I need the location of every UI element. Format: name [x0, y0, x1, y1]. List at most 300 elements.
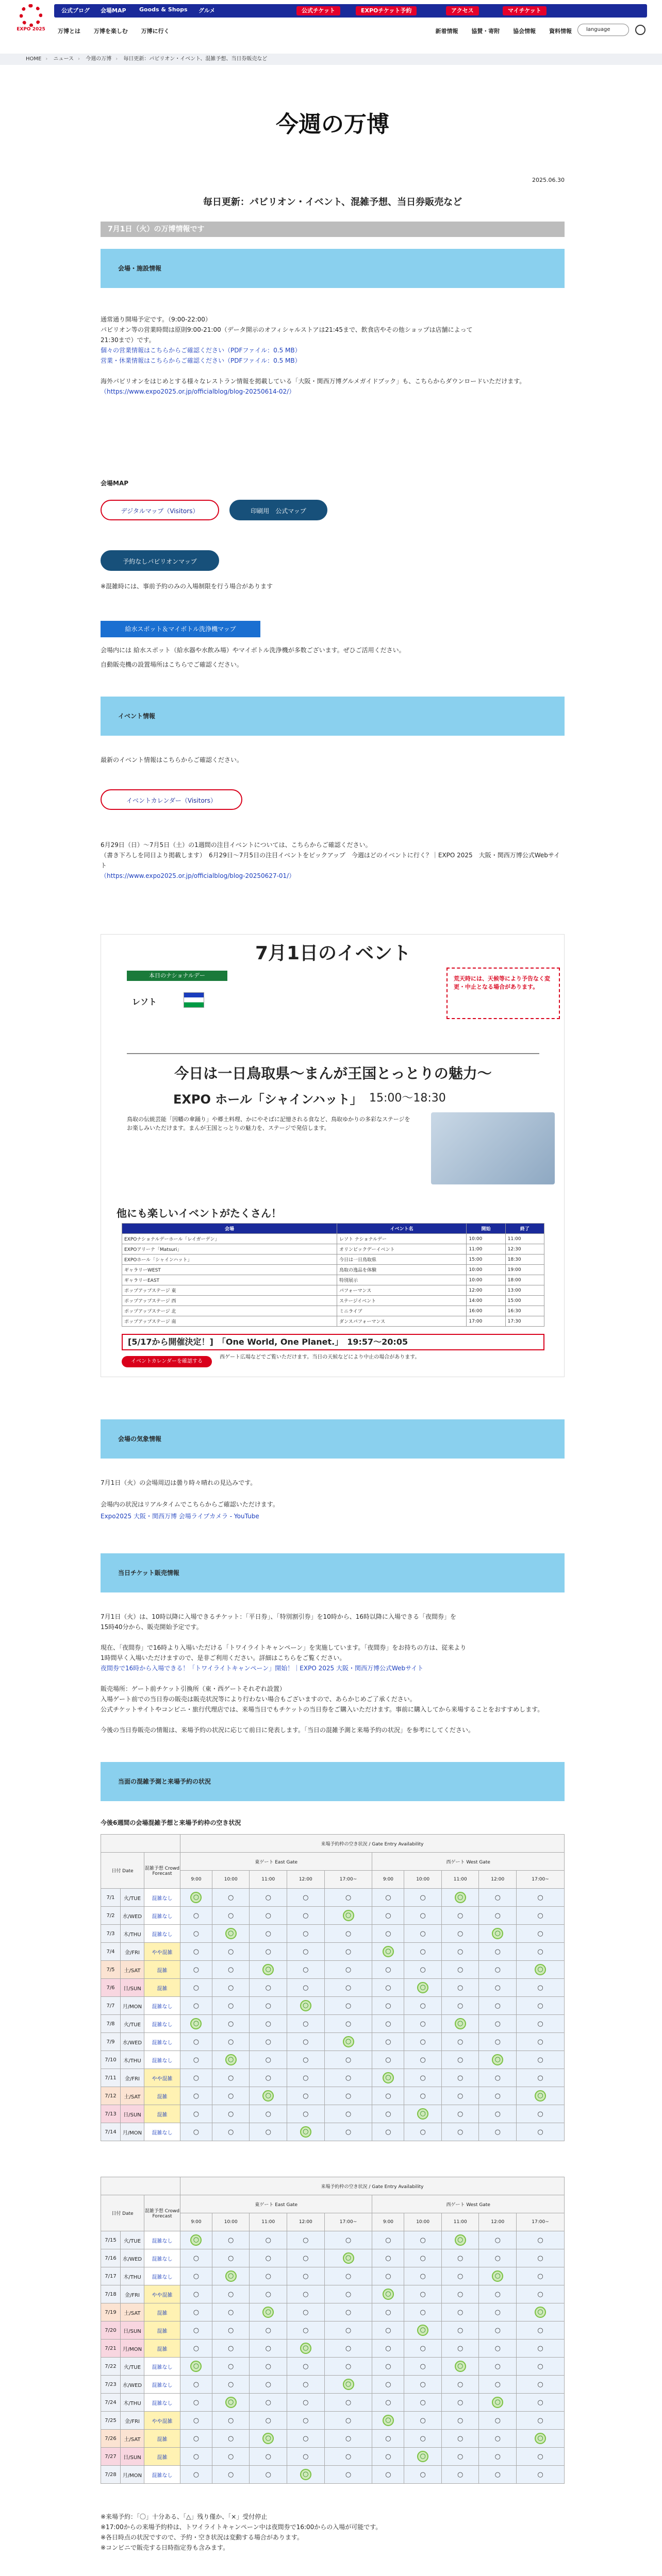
availability-mark-icon: ○	[345, 2020, 352, 2028]
availability-mark-icon: ○	[457, 2434, 464, 2443]
availability-mark-icon: ○	[303, 1965, 309, 1974]
available-circle-icon: ○	[383, 2415, 394, 2426]
availability-mark-icon: ○	[537, 2128, 543, 2136]
main-nav-right	[424, 27, 572, 35]
availability-mark-icon: ○	[265, 2452, 271, 2461]
forecast-row: 7/10 木/THU 混雑なし ○ ○ ○ ○ ○ ○ ○ ○ ○ ○	[101, 2051, 565, 2069]
west-gate-header: 西ゲート West Gate	[372, 1853, 565, 1871]
availability-mark-icon: ○	[228, 2020, 234, 2028]
availability-mark-icon: ○	[457, 2092, 464, 2100]
availability-mark-icon: ○	[303, 2398, 309, 2406]
top-link-gourmet[interactable]: グルメ	[198, 7, 216, 14]
availability-mark-icon: ○	[494, 2344, 501, 2352]
availability-mark-icon: ○	[537, 1929, 543, 1938]
availability-mark-icon: ○	[420, 2020, 426, 2028]
one-world-banner: [5/17から開催決定！] 「One World, One Planet.」 19:57〜20:05	[122, 1334, 544, 1350]
forecast-row: 7/27 日/SUN 混雑 ○ ○ ○ ○ ○ ○ ○ ○ ○ ○	[101, 2448, 565, 2466]
availability-mark-icon: ○	[385, 2002, 391, 2010]
availability-mark-icon: ○	[303, 2362, 309, 2370]
availability-mark-icon: ○	[385, 2326, 391, 2334]
availability-mark-icon: ○	[420, 2380, 426, 2388]
forecast-row: 7/14 月/MON 混雑なし ○ ○ ○ ○ ○ ○ ○ ○ ○ ○	[101, 2123, 565, 2141]
availability-mark-icon: ○	[385, 2128, 391, 2136]
weekly-events-link[interactable]: （https://www.expo2025.or.jp/officialblog/blog-20250627-01/）	[101, 872, 295, 879]
event-row: ギャラリーWEST 鳥取の逸品を体験 10:00 19:00	[122, 1265, 544, 1275]
available-circle-icon: ○	[535, 2090, 546, 2102]
east-gate-header: 東ゲート East Gate	[180, 1853, 372, 1871]
availability-mark-icon: ○	[303, 2326, 309, 2334]
availability-mark-icon: ○	[303, 2110, 309, 2118]
availability-mark-icon: ○	[537, 2110, 543, 2118]
forecast-row: 7/17 木/THU 混雑なし ○ ○ ○ ○ ○ ○ ○ ○ ○ ○	[101, 2267, 565, 2285]
national-day-box: 本日のナショナルデー レソト	[127, 971, 227, 1012]
print-map-button[interactable]: 印刷用 公式マップ	[229, 500, 327, 520]
availability-mark-icon: ○	[345, 1947, 352, 1956]
availability-mark-icon: ○	[457, 2308, 464, 2316]
slot-header: 10:00	[404, 1871, 442, 1889]
availability-mark-icon: ○	[385, 2398, 391, 2406]
availability-mark-icon: ○	[303, 2056, 309, 2064]
availability-mark-icon: ○	[265, 2344, 271, 2352]
available-circle-icon: ○	[535, 2307, 546, 2318]
date-banner: 7月1日（火）の万博情報です	[101, 222, 565, 237]
availability-mark-icon: ○	[345, 2452, 352, 2461]
availability-mark-icon: ○	[303, 2074, 309, 2082]
available-circle-icon: ○	[190, 1892, 202, 1903]
other-events-heading: 他にも楽しいイベントがたくさん！	[117, 1207, 282, 1219]
availability-mark-icon: ○	[537, 1893, 543, 1902]
availability-mark-icon: ○	[385, 2110, 391, 2118]
availability-mark-icon: ○	[228, 2434, 234, 2443]
availability-mark-icon: ○	[345, 2002, 352, 2010]
availability-mark-icon: ○	[494, 2092, 501, 2100]
slot-header: 9:00	[180, 2213, 212, 2231]
official-ticket-button[interactable]: 公式チケット	[296, 6, 340, 15]
availability-mark-icon: ○	[303, 2236, 309, 2244]
vending-note: 自動販売機の設置場所はこちらでご確認ください。	[101, 661, 243, 668]
availability-mark-icon: ○	[420, 2254, 426, 2262]
availability-mark-icon: ○	[345, 2398, 352, 2406]
availability-mark-icon: ○	[193, 1984, 200, 1992]
availability-mark-icon: ○	[385, 2020, 391, 2028]
availability-mark-icon: ○	[537, 2380, 543, 2388]
available-circle-icon: ○	[262, 2307, 274, 2318]
availability-mark-icon: ○	[345, 2326, 352, 2334]
availability-mark-icon: ○	[228, 2128, 234, 2136]
site-header	[0, 0, 662, 72]
reserve-ticket-button[interactable]: EXPOチケット予約	[356, 6, 417, 15]
forecast-corner	[101, 2177, 180, 2195]
available-circle-icon: ○	[535, 1964, 546, 1975]
availability-mark-icon: ○	[193, 1947, 200, 1956]
available-circle-icon: ○	[225, 2397, 237, 2408]
availability-mark-icon: ○	[537, 2452, 543, 2461]
availability-mark-icon: ○	[385, 1984, 391, 1992]
event-row: ポップアップステージ 西 ステージイベント 14:00 15:00	[122, 1296, 544, 1306]
no-reservation-map-button[interactable]: 予約なしパビリオンマップ	[101, 550, 219, 571]
event-row: EXPOアリーナ「Matsuri」 オリンピックデーイベント 11:00 12:30	[122, 1244, 544, 1255]
availability-mark-icon: ○	[265, 2362, 271, 2370]
events-intro: 最新のイベント情報はこちらからご確認ください。	[101, 756, 243, 764]
breadcrumb-news[interactable]: ニュース	[53, 56, 74, 62]
nav-enjoy[interactable]: 万博を楽しむ	[93, 28, 128, 35]
availability-mark-icon: ○	[193, 2290, 200, 2298]
forecast-heading: 今後6週間の会場混雑予想と来場予約枠の空き状況	[101, 1819, 241, 1826]
availability-mark-icon: ○	[228, 2002, 234, 2010]
nav-news[interactable]: 新着情報	[435, 28, 458, 35]
availability-mark-icon: ○	[420, 2002, 426, 2010]
availability-mark-icon: ○	[494, 2038, 501, 2046]
slot-header: 17:00~	[517, 1871, 565, 1889]
section-tickets: 当日チケット販売情報	[101, 1553, 565, 1592]
availability-mark-icon: ○	[265, 1947, 271, 1956]
business-info-link[interactable]: 個々の営業情報はこちらからご確認ください（PDFファイル：0.5 MB）	[101, 347, 301, 354]
availability-mark-icon: ○	[303, 2452, 309, 2461]
availability-mark-icon: ○	[345, 2308, 352, 2316]
forecast-row: 7/25 金/FRI やや混雑 ○ ○ ○ ○ ○ ○ ○ ○ ○ ○	[101, 2412, 565, 2430]
availability-mark-icon: ○	[457, 2272, 464, 2280]
availability-mark-icon: ○	[228, 2110, 234, 2118]
forecast-row: 7/28 月/MON 混雑なし ○ ○ ○ ○ ○ ○ ○ ○ ○ ○	[101, 2466, 565, 2484]
top-link-blog[interactable]: 公式ブログ	[61, 7, 90, 14]
availability-mark-icon: ○	[345, 2470, 352, 2479]
availability-mark-icon: ○	[265, 2380, 271, 2388]
availability-mark-icon: ○	[193, 2002, 200, 2010]
availability-mark-icon: ○	[265, 2038, 271, 2046]
available-circle-icon: ○	[300, 2343, 311, 2354]
availability-mark-icon: ○	[385, 2470, 391, 2479]
status-header: 混雑予想 Crowd Forecast	[144, 1853, 180, 1889]
availability-mark-icon: ○	[345, 2056, 352, 2064]
map-heading: 会場MAP	[101, 480, 129, 487]
availability-mark-icon: ○	[265, 2056, 271, 2064]
availability-mark-icon: ○	[385, 1911, 391, 1920]
page-title: 今週の万博	[276, 111, 389, 138]
weather-warning: 荒天時には、天候等により予告なく変更・中止となる場合があります。	[446, 968, 560, 1019]
event-infographic	[101, 934, 565, 1377]
available-circle-icon: ○	[383, 2289, 394, 2300]
availability-mark-icon: ○	[457, 1984, 464, 1992]
availability-mark-icon: ○	[537, 2272, 543, 2280]
language-select[interactable]: language	[577, 24, 629, 36]
top-bar	[54, 4, 647, 18]
availability-mark-icon: ○	[457, 2398, 464, 2406]
twilight-campaign-link[interactable]: 夜間券で16時から入場できる！「トワイライトキャンペーン」開始！｜EXPO 2025 大阪・関西万博公式Webサイト	[101, 1665, 424, 1672]
event-headline: 今日は一日鳥取県〜まんが王国とっとりの魅力〜	[174, 1065, 492, 1082]
slot-header: 9:00	[372, 2213, 404, 2231]
forecast-row: 7/8 火/TUE 混雑なし ○ ○ ○ ○ ○ ○ ○ ○ ○ ○	[101, 2015, 565, 2033]
slot-header: 10:00	[404, 2213, 442, 2231]
availability-mark-icon: ○	[193, 2074, 200, 2082]
nav-association[interactable]: 協会情報	[513, 28, 536, 35]
forecast-row: 7/26 土/SAT 混雑 ○ ○ ○ ○ ○ ○ ○ ○ ○ ○	[101, 2430, 565, 2448]
availability-mark-icon: ○	[537, 2020, 543, 2028]
availability-mark-icon: ○	[420, 2056, 426, 2064]
access-button[interactable]: アクセス	[446, 6, 479, 15]
availability-mark-icon: ○	[228, 2254, 234, 2262]
available-circle-icon: ○	[300, 2469, 311, 2480]
available-circle-icon: ○	[455, 2234, 466, 2246]
available-circle-icon: ○	[455, 2018, 466, 2029]
availability-mark-icon: ○	[385, 2362, 391, 2370]
availability-mark-icon: ○	[457, 2110, 464, 2118]
weekly-events-text: 6月29日（日）〜7月5日（土）の1週間の注目イベントについては、こちらからご確認ください。 （書き下ろしを同日より掲載します） 6月29日〜7月5日の注目イベントをピックアップ 今週はどのイベントに行く？｜EXPO 2025 大阪・関西万博公式Webサイト （https://www.expo2025.or.jp/officialblog/blog-20250627-01/）	[101, 841, 560, 879]
forecast-main-header: 来場予約枠の空き状況 / Gate Entry Availability	[180, 1835, 565, 1853]
availability-mark-icon: ○	[228, 1947, 234, 1956]
slot-header: 17:00~	[324, 2213, 372, 2231]
availability-mark-icon: ○	[303, 2038, 309, 2046]
availability-mark-icon: ○	[345, 2290, 352, 2298]
availability-mark-icon: ○	[228, 1965, 234, 1974]
availability-mark-icon: ○	[537, 2416, 543, 2425]
slot-header: 9:00	[180, 1871, 212, 1889]
availability-mark-icon: ○	[265, 2020, 271, 2028]
available-circle-icon: ○	[225, 1928, 237, 1939]
availability-mark-icon: ○	[537, 2398, 543, 2406]
availability-mark-icon: ○	[420, 2416, 426, 2425]
live-camera-intro: 会場内の状況はリアルタイムでこちらからご確認いただけます。	[101, 1501, 279, 1508]
availability-mark-icon: ○	[457, 1965, 464, 1974]
forecast-row: 7/3 木/THU 混雑なし ○ ○ ○ ○ ○ ○ ○ ○ ○ ○	[101, 1925, 565, 1943]
available-circle-icon: ○	[343, 2252, 354, 2264]
availability-mark-icon: ○	[494, 2326, 501, 2334]
availability-mark-icon: ○	[494, 1984, 501, 1992]
availability-mark-icon: ○	[420, 2290, 426, 2298]
event-footer-note: 西ゲート広場などでご覧いただけます。当日の天候などにより中止の場合があります。	[220, 1354, 420, 1360]
availability-mark-icon: ○	[228, 2290, 234, 2298]
gourmet-guide-link[interactable]: （https://www.expo2025.or.jp/officialblog/blog-20250614-02/）	[101, 388, 295, 395]
availability-mark-icon: ○	[193, 2380, 200, 2388]
other-events-table: 会場 イベント名 開始 終了 EXPOナショナルデーホール「レイガーデン」 レソト ナショナルデー 10:00 11:00 EXPOアリーナ「Matsuri」 オリンピックデーイベント 11:00 12:30 EXPOホール「シャインハット」 今日は一日鳥取県 15:00 18:30 ギャラリーWEST 鳥取の逸品を体験 10:00 19:00 ギャラリーEAST 特別展示 10:00 18:00 ポップアップステージ 東 パフォーマンス 12:00 13:00 ポップアップステージ 西 ステージイベント 14:00 15:00 ポップアップステージ 北 ミニライブ 16:00 16:30 ポップアップステージ 南 ダンスパフォーマンス 17:00 17:30	[122, 1223, 544, 1327]
slot-header: 12:00	[479, 2213, 517, 2231]
availability-mark-icon: ○	[457, 1947, 464, 1956]
forecast-row: 7/13 日/SUN 混雑 ○ ○ ○ ○ ○ ○ ○ ○ ○ ○	[101, 2105, 565, 2123]
availability-mark-icon: ○	[385, 2254, 391, 2262]
availability-mark-icon: ○	[345, 2416, 352, 2425]
availability-mark-icon: ○	[420, 2398, 426, 2406]
slot-header: 11:00	[250, 1871, 287, 1889]
hours-text: 通常通り開場予定です。（9:00-22:00） パビリオン等の営業時間は原則9:00-21:00（データ開示のオフィシャルストアは21:45まで、飲食店やその他ショップは店舗によって 21:30まで）です。 個々の営業情報はこちらからご確認ください（PDFファイル：0.5 MB） 営業・休業情報はこちらからご確認ください（PDFファイル：0.5 MB） 海外パビリオンをはじめとする様々なレストラン情報を掲載している「大阪・関西万博グルメガイドブック」も、こちらからダウンロードいただけます。 （https://www.expo2025.or.jp/officialblog/blog-20250614-02/）	[101, 316, 526, 395]
availability-mark-icon: ○	[494, 2074, 501, 2082]
availability-mark-icon: ○	[303, 1911, 309, 1920]
breadcrumb-home[interactable]: HOME	[26, 56, 42, 62]
forecast-main-header: 来場予約枠の空き状況 / Gate Entry Availability	[180, 2177, 565, 2195]
availability-mark-icon: ○	[457, 2380, 464, 2388]
availability-mark-icon: ○	[494, 1911, 501, 1920]
availability-mark-icon: ○	[494, 2020, 501, 2028]
availability-mark-icon: ○	[193, 2128, 200, 2136]
slot-header: 17:00~	[324, 1871, 372, 1889]
forecast-row: 7/7 月/MON 混雑なし ○ ○ ○ ○ ○ ○ ○ ○ ○ ○	[101, 1997, 565, 2015]
availability-mark-icon: ○	[420, 2128, 426, 2136]
forecast-table-2	[101, 2177, 565, 2484]
event-day-title: 7月1日のイベント	[255, 943, 411, 964]
availability-mark-icon: ○	[228, 2308, 234, 2316]
availability-mark-icon: ○	[193, 2038, 200, 2046]
availability-mark-icon: ○	[345, 1893, 352, 1902]
myaku-logo-icon	[20, 4, 42, 27]
availability-mark-icon: ○	[303, 2380, 309, 2388]
availability-mark-icon: ○	[537, 1984, 543, 1992]
availability-mark-icon: ○	[494, 2236, 501, 2244]
availability-mark-icon: ○	[265, 2470, 271, 2479]
availability-mark-icon: ○	[537, 2236, 543, 2244]
availability-mark-icon: ○	[228, 1984, 234, 1992]
forecast-row: 7/22 火/TUE 混雑なし ○ ○ ○ ○ ○ ○ ○ ○ ○ ○	[101, 2358, 565, 2376]
availability-mark-icon: ○	[537, 2074, 543, 2082]
available-circle-icon: ○	[300, 2126, 311, 2138]
availability-mark-icon: ○	[494, 2416, 501, 2425]
availability-mark-icon: ○	[537, 2344, 543, 2352]
date-header: 日付 Date	[101, 2195, 144, 2231]
status-header: 混雑予想 Crowd Forecast	[144, 2195, 180, 2231]
water-note: 会場内には 給水スポット（給水器や水飲み場）やマイボトル洗浄機が多数ございます。ぜひご活用ください。	[101, 647, 405, 654]
availability-mark-icon: ○	[457, 2056, 464, 2064]
availability-mark-icon: ○	[420, 2362, 426, 2370]
forecast-row: 7/11 金/FRI やや混雑 ○ ○ ○ ○ ○ ○ ○ ○ ○ ○	[101, 2069, 565, 2087]
closure-info-link[interactable]: 営業・休業情報はこちらからご確認ください（PDFファイル：0.5 MB）	[101, 357, 301, 364]
availability-mark-icon: ○	[193, 2344, 200, 2352]
availability-mark-icon: ○	[265, 2326, 271, 2334]
availability-mark-icon: ○	[457, 1929, 464, 1938]
availability-mark-icon: ○	[228, 2380, 234, 2388]
availability-mark-icon: ○	[345, 1965, 352, 1974]
availability-mark-icon: ○	[265, 2398, 271, 2406]
nav-sponsor[interactable]: 協賛・寄附	[471, 28, 500, 35]
available-circle-icon: ○	[262, 2433, 274, 2444]
availability-mark-icon: ○	[494, 2452, 501, 2461]
availability-mark-icon: ○	[228, 2362, 234, 2370]
event-calendar-link[interactable]: イベントカレンダーを確認する	[122, 1356, 212, 1367]
availability-mark-icon: ○	[537, 2470, 543, 2479]
availability-mark-icon: ○	[457, 2326, 464, 2334]
nav-visit[interactable]: 万博に行く	[141, 28, 170, 35]
availability-mark-icon: ○	[420, 2236, 426, 2244]
availability-mark-icon: ○	[193, 2434, 200, 2443]
availability-mark-icon: ○	[303, 1947, 309, 1956]
availability-mark-icon: ○	[265, 2416, 271, 2425]
availability-mark-icon: ○	[303, 2092, 309, 2100]
nav-about[interactable]: 万博とは	[58, 28, 80, 35]
availability-mark-icon: ○	[494, 2308, 501, 2316]
available-circle-icon: ○	[383, 2072, 394, 2083]
my-ticket-button[interactable]: マイチケット	[503, 6, 547, 15]
forecast-row: 7/12 土/SAT 混雑 ○ ○ ○ ○ ○ ○ ○ ○ ○ ○	[101, 2087, 565, 2105]
live-camera-link[interactable]: Expo2025 大阪・関西万博 会場ライブカメラ - YouTube	[101, 1513, 259, 1520]
event-row: ギャラリーEAST 特別展示 10:00 18:00	[122, 1275, 544, 1285]
availability-mark-icon: ○	[420, 1893, 426, 1902]
availability-mark-icon: ○	[385, 1965, 391, 1974]
availability-mark-icon: ○	[193, 2452, 200, 2461]
breadcrumb-weekly[interactable]: 今週の万博	[86, 56, 112, 62]
forecast-row: 7/2 水/WED 混雑なし ○ ○ ○ ○ ○ ○ ○ ○ ○ ○	[101, 1907, 565, 1925]
availability-mark-icon: ○	[228, 2416, 234, 2425]
availability-mark-icon: ○	[228, 1911, 234, 1920]
availability-mark-icon: ○	[457, 2452, 464, 2461]
forecast-row: 7/24 木/THU 混雑なし ○ ○ ○ ○ ○ ○ ○ ○ ○ ○	[101, 2394, 565, 2412]
availability-mark-icon: ○	[193, 2326, 200, 2334]
availability-mark-icon: ○	[303, 2434, 309, 2443]
availability-mark-icon: ○	[537, 2326, 543, 2334]
availability-mark-icon: ○	[494, 1947, 501, 1956]
availability-mark-icon: ○	[193, 1911, 200, 1920]
availability-mark-icon: ○	[457, 2254, 464, 2262]
available-circle-icon: ○	[492, 1928, 503, 1939]
event-time: 15:00〜18:30	[369, 1092, 446, 1105]
west-gate-header: 西ゲート West Gate	[372, 2195, 565, 2213]
forecast-row: 7/18 金/FRI やや混雑 ○ ○ ○ ○ ○ ○ ○ ○ ○ ○	[101, 2285, 565, 2303]
availability-mark-icon: ○	[385, 2272, 391, 2280]
availability-mark-icon: ○	[265, 2002, 271, 2010]
top-link-goods[interactable]: Goods & Shops	[139, 6, 188, 13]
nav-materials[interactable]: 資料情報	[549, 28, 572, 35]
availability-mark-icon: ○	[265, 1984, 271, 1992]
slot-header: 11:00	[250, 2213, 287, 2231]
digital-map-button[interactable]: デジタルマップ（Visitors）	[101, 500, 219, 520]
availability-mark-icon: ○	[303, 2254, 309, 2262]
forecast-row: 7/21 月/MON 混雑 ○ ○ ○ ○ ○ ○ ○ ○ ○ ○	[101, 2340, 565, 2358]
forecast-row: 7/6 日/SUN 混雑 ○ ○ ○ ○ ○ ○ ○ ○ ○ ○	[101, 1979, 565, 1997]
slot-header: 17:00~	[517, 2213, 565, 2231]
slot-header: 10:00	[212, 2213, 250, 2231]
available-circle-icon: ○	[417, 1982, 428, 1993]
availability-mark-icon: ○	[265, 1929, 271, 1938]
event-calendar-button[interactable]: イベントカレンダー（Visitors）	[101, 789, 242, 810]
availability-mark-icon: ○	[193, 2416, 200, 2425]
breadcrumb: HOME › ニュース › 今週の万博 › 毎日更新：パビリオン・イベント、混雑予想、当日券販売など	[0, 54, 662, 65]
availability-mark-icon: ○	[494, 2362, 501, 2370]
availability-mark-icon: ○	[193, 2254, 200, 2262]
water-map-button[interactable]: 給水スポット＆マイボトル洗浄機マップ	[101, 621, 260, 637]
availability-mark-icon: ○	[494, 1965, 501, 1974]
available-circle-icon: ○	[535, 2433, 546, 2444]
availability-mark-icon: ○	[457, 2038, 464, 2046]
availability-mark-icon: ○	[420, 1911, 426, 1920]
event-row: EXPOホール「シャインハット」 今日は一日鳥取県 15:00 18:30	[122, 1255, 544, 1265]
slot-header: 11:00	[441, 2213, 479, 2231]
availability-mark-icon: ○	[457, 2470, 464, 2479]
availability-mark-icon: ○	[265, 2254, 271, 2262]
breadcrumb-current: 毎日更新：パビリオン・イベント、混雑予想、当日券販売など	[123, 56, 268, 62]
availability-mark-icon: ○	[265, 1911, 271, 1920]
availability-mark-icon: ○	[420, 2038, 426, 2046]
availability-mark-icon: ○	[265, 2272, 271, 2280]
expo-logo[interactable]: EXPO 2025	[15, 3, 46, 36]
availability-mark-icon: ○	[420, 1929, 426, 1938]
available-circle-icon: ○	[190, 2361, 202, 2372]
search-icon[interactable]	[635, 25, 646, 35]
forecast-row: 7/19 土/SAT 混雑 ○ ○ ○ ○ ○ ○ ○ ○ ○ ○	[101, 2303, 565, 2321]
top-link-map[interactable]: 会場MAP	[101, 7, 126, 14]
availability-mark-icon: ○	[193, 2398, 200, 2406]
availability-mark-icon: ○	[193, 2056, 200, 2064]
availability-mark-icon: ○	[385, 2056, 391, 2064]
availability-mark-icon: ○	[494, 1893, 501, 1902]
availability-mark-icon: ○	[537, 2254, 543, 2262]
availability-mark-icon: ○	[193, 2110, 200, 2118]
availability-mark-icon: ○	[345, 1929, 352, 1938]
availability-mark-icon: ○	[537, 2002, 543, 2010]
entry-limit-note: ※混雑時には、事前予約のみの入場制限を行う場合があります	[101, 583, 273, 590]
forecast-row: 7/1 火/TUE 混雑なし ○ ○ ○ ○ ○ ○ ○ ○ ○ ○	[101, 1889, 565, 1907]
available-circle-icon: ○	[343, 1910, 354, 1921]
availability-mark-icon: ○	[537, 1947, 543, 1956]
available-circle-icon: ○	[225, 2270, 237, 2282]
availability-mark-icon: ○	[228, 2074, 234, 2082]
available-circle-icon: ○	[455, 1892, 466, 1903]
availability-mark-icon: ○	[193, 2470, 200, 2479]
slot-header: 12:00	[287, 1871, 325, 1889]
